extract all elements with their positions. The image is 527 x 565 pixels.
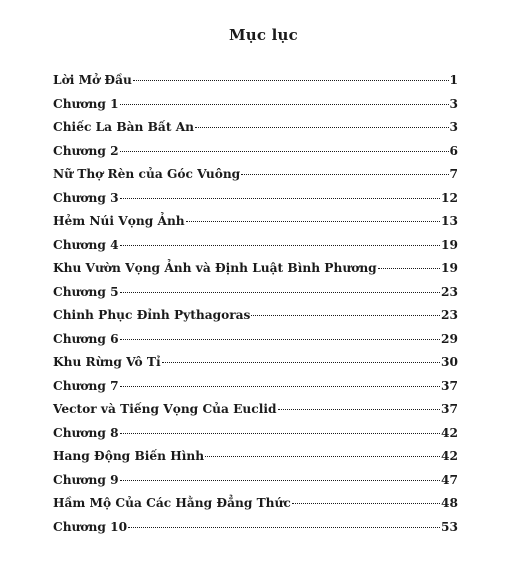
toc-entry-page-number: 37 (441, 402, 458, 416)
toc-entry-label: Vector và Tiếng Vọng Của Euclid (53, 402, 277, 416)
toc-entry-label: Hang Động Biến Hình (53, 449, 205, 463)
toc-entry[interactable] (53, 97, 458, 121)
toc-entry-page-number: 7 (449, 167, 458, 181)
dot-leader (120, 386, 440, 387)
toc-entry[interactable] (53, 473, 458, 497)
toc-entry[interactable] (53, 144, 458, 168)
toc-entry[interactable] (53, 261, 458, 285)
dot-leader (278, 409, 441, 410)
toc-entry[interactable] (53, 73, 458, 97)
toc-entry-page-number: 19 (441, 237, 458, 252)
toc-entry-page-number: 53 (441, 519, 458, 534)
toc-entry-label: Chương 3 (53, 190, 119, 205)
toc-entry-label: Chương 4 (53, 237, 119, 252)
toc-entry[interactable] (53, 214, 458, 238)
toc-title: Mục lục (228, 26, 298, 44)
toc-entry-label: Chương 8 (53, 425, 119, 440)
toc-entry-label: Chinh Phục Đỉnh Pythagoras (53, 308, 251, 322)
dot-leader (292, 503, 440, 504)
toc-entry-page-number: 12 (441, 190, 458, 205)
toc-entry-page-number: 23 (441, 284, 458, 299)
dot-leader (186, 221, 440, 222)
toc-entry-page-number: 6 (449, 143, 458, 158)
toc-entry[interactable] (53, 402, 458, 426)
toc-entry[interactable] (53, 167, 458, 191)
dot-leader (378, 268, 440, 269)
toc-entry-page-number: 1 (449, 73, 458, 87)
toc-entry-page-number: 29 (441, 331, 458, 346)
toc-entry[interactable] (53, 379, 458, 403)
dot-leader (241, 174, 448, 175)
dot-leader (195, 127, 449, 128)
toc-entry-label: Nữ Thợ Rèn của Góc Vuông (53, 167, 241, 181)
toc-entry[interactable] (53, 332, 458, 356)
dot-leader (120, 104, 449, 105)
dot-leader (162, 362, 440, 363)
table-of-contents (53, 73, 458, 543)
dot-leader (120, 245, 440, 246)
dot-leader (205, 456, 440, 457)
toc-entry-page-number: 3 (449, 96, 458, 111)
toc-entry[interactable] (53, 426, 458, 450)
toc-entry-page-number: 48 (441, 496, 458, 510)
toc-entry[interactable] (53, 449, 458, 473)
dot-leader (120, 198, 440, 199)
toc-entry-page-number: 30 (441, 355, 458, 369)
toc-entry-label: Chương 10 (53, 519, 128, 534)
toc-entry[interactable] (53, 120, 458, 144)
dot-leader (120, 433, 440, 434)
dot-leader (133, 80, 449, 81)
dot-leader (120, 480, 440, 481)
toc-entry[interactable] (53, 238, 458, 262)
toc-entry-page-number: 19 (441, 261, 458, 275)
dot-leader (120, 151, 449, 152)
dot-leader (120, 292, 440, 293)
toc-entry[interactable] (53, 191, 458, 215)
toc-entry-page-number: 13 (441, 214, 458, 228)
toc-entry-label: Khu Rừng Vô Tỉ (53, 355, 161, 369)
toc-entry-label: Chương 6 (53, 331, 119, 346)
dot-leader (251, 315, 440, 316)
toc-entry-label: Hẻm Núi Vọng Ảnh (53, 214, 185, 228)
dot-leader (128, 527, 440, 528)
toc-entry-label: Khu Vườn Vọng Ảnh và Định Luật Bình Phương (53, 261, 377, 275)
toc-entry-label: Chương 9 (53, 472, 119, 487)
toc-entry-page-number: 42 (441, 425, 458, 440)
toc-entry[interactable] (53, 496, 458, 520)
toc-entry-label: Hầm Mộ Của Các Hằng Đẳng Thức (53, 496, 291, 510)
toc-entry-page-number: 47 (441, 472, 458, 487)
toc-entry-page-number: 23 (441, 308, 458, 322)
toc-entry[interactable] (53, 285, 458, 309)
toc-entry-label: Chương 2 (53, 143, 119, 158)
dot-leader (120, 339, 440, 340)
toc-entry-page-number: 42 (441, 449, 458, 463)
toc-entry-page-number: 37 (441, 378, 458, 393)
toc-entry[interactable] (53, 308, 458, 332)
toc-entry-label: Chương 5 (53, 284, 119, 299)
toc-entry[interactable] (53, 520, 458, 544)
toc-entry[interactable] (53, 355, 458, 379)
toc-entry-label: Chương 7 (53, 378, 119, 393)
toc-entry-label: Lời Mở Đầu (53, 73, 132, 87)
toc-entry-label: Chiếc La Bàn Bất An (53, 120, 195, 134)
toc-entry-label: Chương 1 (53, 96, 119, 111)
toc-entry-page-number: 3 (449, 120, 458, 134)
